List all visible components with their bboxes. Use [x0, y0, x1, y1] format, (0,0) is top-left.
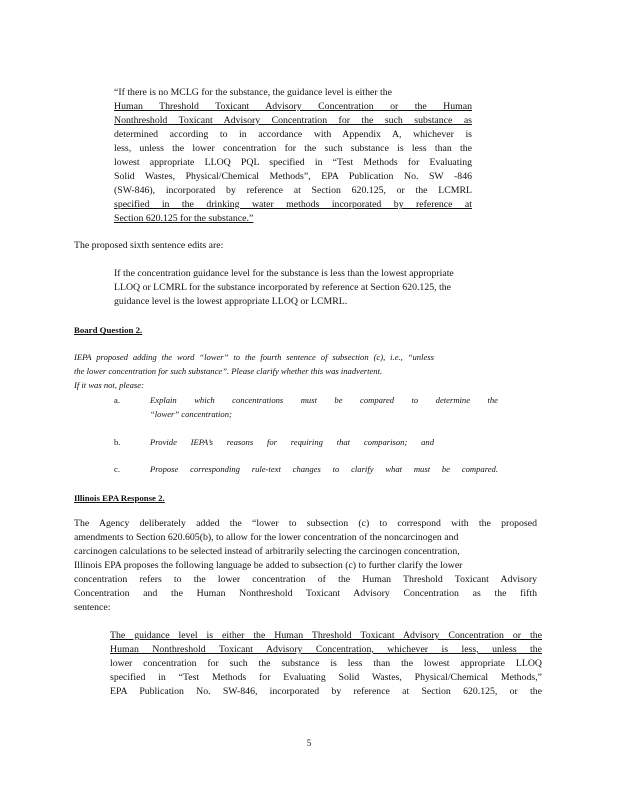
- response-body: [74, 517, 537, 615]
- section-heading: Board Question 2.: [74, 325, 143, 335]
- quote-line: determined according to in accordance with Appendix A, whichever is: [114, 129, 472, 140]
- body-line: The Agency deliberately added the “lower to subsection (c) to correspond with the proposed: [74, 518, 537, 529]
- board-question-item-b: [114, 435, 434, 449]
- board-question-item-a: [114, 393, 498, 421]
- sixth-sentence-intro: [74, 239, 474, 253]
- proposed-language-block: [110, 629, 542, 699]
- quote-line: “If there is no MCLG for the substance, the guidance level is either the: [114, 87, 393, 98]
- quote-line: lower concentration for such the substance is less than the lowest appropriate LLOQ: [110, 658, 542, 669]
- list-item-line: Propose corresponding rule-text changes to clarify what must be compared.: [150, 464, 498, 474]
- quote-line: specified in “Test Methods for Evaluating Solid Wastes, Physical/Chemical Methods,”: [110, 672, 542, 683]
- quote-line: lowest appropriate LLOQ PQL specified in “Test Methods for Evaluating: [114, 157, 472, 168]
- quote-line: less, unless the lower concentration for the such substance is less than the: [114, 143, 472, 154]
- body-line: The proposed sixth sentence edits are:: [74, 240, 224, 251]
- body-line: amendments to Section 620.605(b), to allow for the lower concentration of the noncarcinogen and: [74, 532, 459, 543]
- body-line: concentration refers to the lower concentration of the Human Threshold Toxicant Advisory: [74, 574, 537, 585]
- body-line: IEPA proposed adding the word “lower” to the fourth sentence of subsection (c), i.e., “unless: [74, 352, 434, 362]
- quote-line: Solid Wastes, Physical/Chemical Methods”, EPA Publication No. SW -846: [114, 171, 472, 182]
- board-question-item-c: [114, 462, 498, 476]
- list-marker: b.: [114, 437, 121, 447]
- list-item-line: “lower” concentration;: [150, 409, 232, 419]
- page-number: 5: [306, 738, 312, 748]
- quote-line: Human Nonthreshold Toxicant Advisory Concentration, whichever is less, unless the: [110, 644, 542, 655]
- quote-line: specified in the drinking water methods incorporated by reference at: [114, 199, 472, 210]
- response-heading: [74, 491, 204, 505]
- quote-line: Nonthreshold Toxicant Advisory Concentration for the such substance as: [114, 115, 472, 126]
- sixth-sentence-block: [114, 267, 474, 309]
- quote-line: LLOQ or LCMRL for the substance incorporated by reference at Section 620.125, the: [114, 282, 451, 293]
- quote-line: If the concentration guidance level for the substance is less than the lowest appropriate: [114, 268, 454, 279]
- quote-line: Section 620.125 for the substance.”: [114, 213, 254, 224]
- guidance-quote-block: [114, 86, 472, 226]
- list-item-line: Provide IEPA’s reasons for requiring that comparison; and: [150, 437, 434, 447]
- quote-line: (SW-846), incorporated by reference at Section 620.125, or the LCMRL: [114, 185, 472, 196]
- body-line: the lower concentration for such substance”. Please clarify whether this was inadvertent.: [74, 366, 383, 376]
- quote-line: The guidance level is either the Human Threshold Toxicant Advisory Concentration or the: [110, 630, 542, 641]
- board-question-body: [74, 350, 434, 392]
- list-marker: c.: [114, 464, 120, 474]
- quote-line: EPA Publication No. SW-846, incorporated by reference at Section 620.125, or the: [110, 686, 542, 697]
- board-question-heading: [74, 323, 194, 337]
- list-item-line: Explain which concentrations must be compared to determine the: [150, 395, 498, 405]
- body-line: carcinogen calculations to be selected instead of arbitrarily selecting the carcinogen concentration,: [74, 546, 460, 557]
- list-marker: a.: [114, 395, 120, 405]
- body-line: If it was not, please:: [74, 380, 144, 390]
- body-line: Concentration and the Human Nonthreshold Toxicant Advisory Concentration as the fifth: [74, 588, 537, 599]
- body-line: Illinois EPA proposes the following language be added to subsection (c) to further clarify the lower: [74, 560, 463, 571]
- quote-line: Human Threshold Toxicant Advisory Concentration or the Human: [114, 101, 472, 112]
- quote-line: guidance level is the lowest appropriate LLOQ or LCMRL.: [114, 296, 348, 307]
- section-heading: Illinois EPA Response 2.: [74, 493, 165, 503]
- body-line: sentence:: [74, 602, 111, 613]
